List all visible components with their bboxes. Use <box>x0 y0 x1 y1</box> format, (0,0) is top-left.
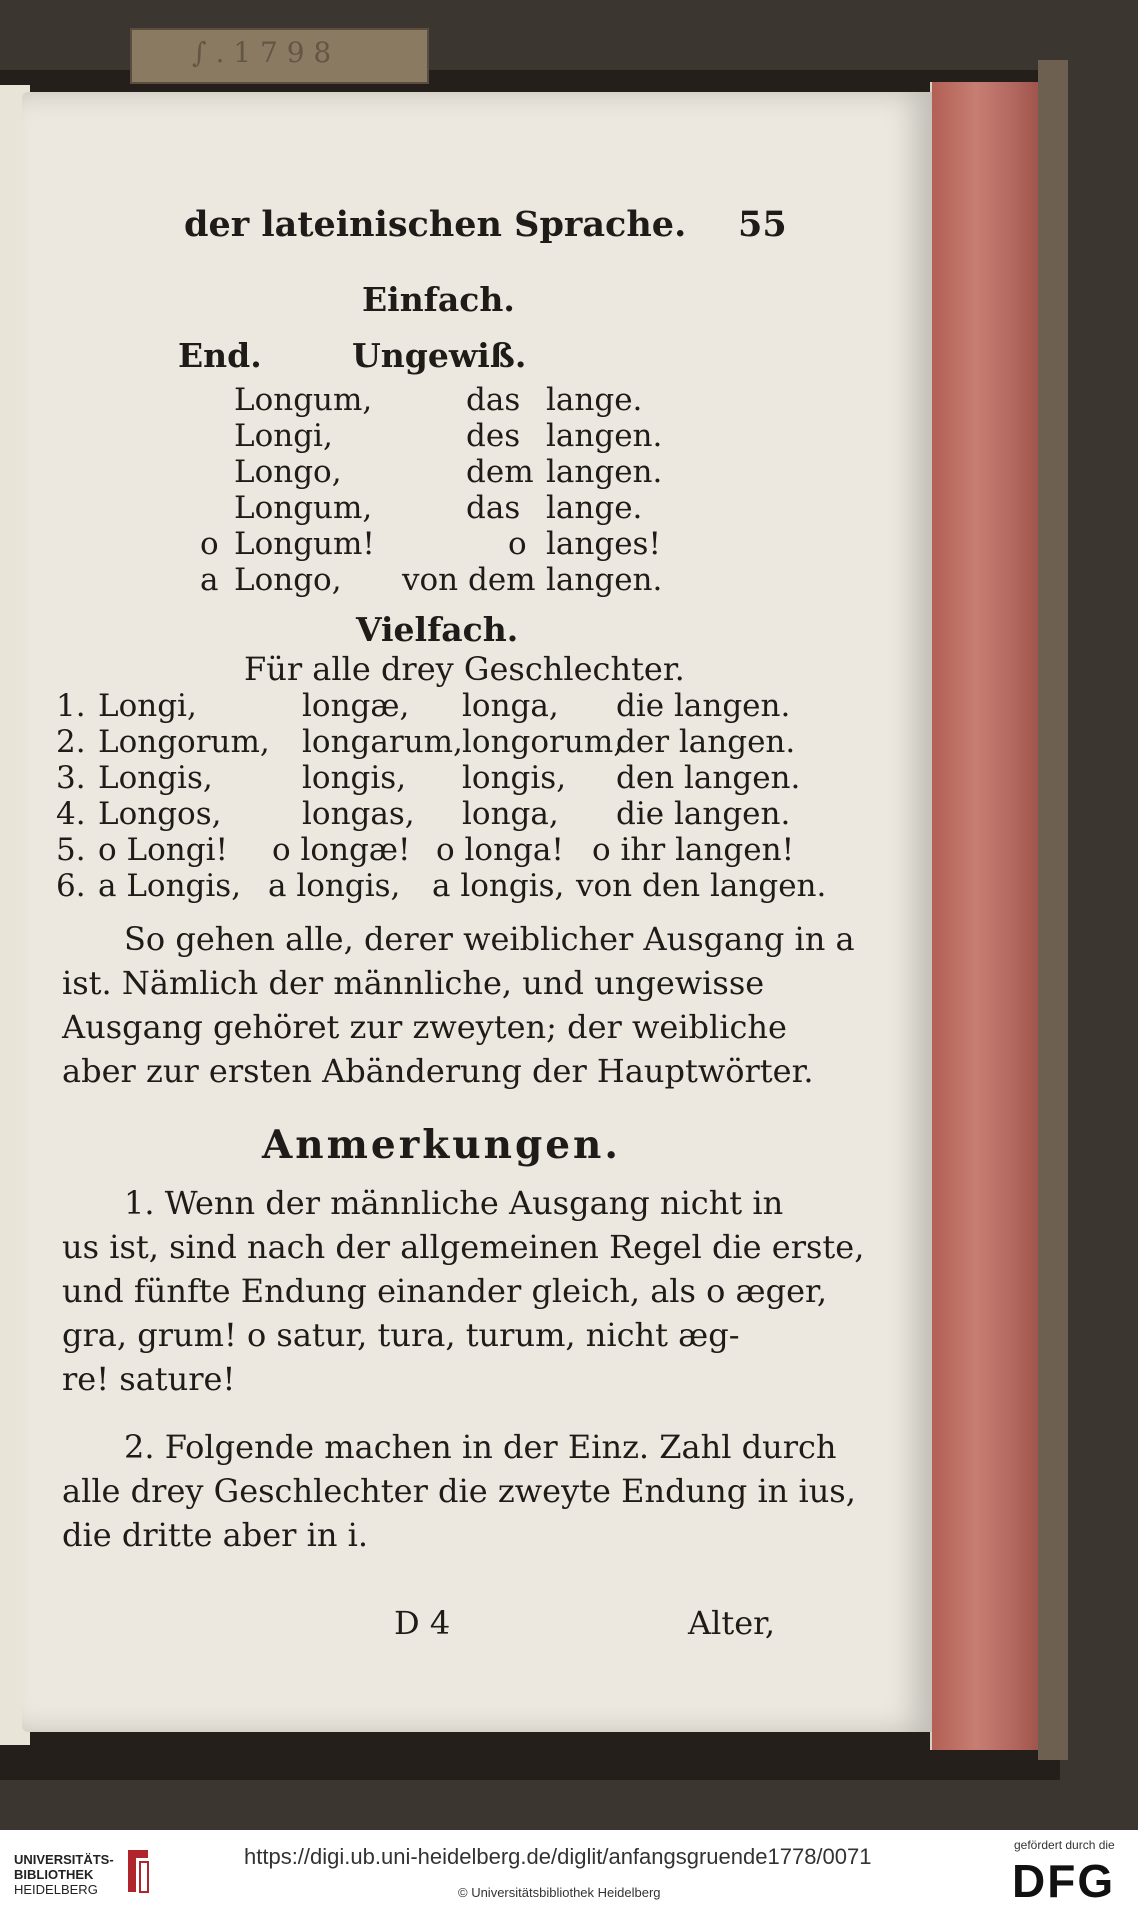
page-edges <box>930 82 1042 1750</box>
catchword: Alter, <box>688 1604 776 1642</box>
funded-by: gefördert durch die <box>1014 1838 1115 1852</box>
col-gender: Ungewiß. <box>352 336 527 375</box>
col-end: End. <box>178 336 262 375</box>
library-logo-icon <box>120 1846 156 1896</box>
plural-subtitle: Für alle drey Geschlechter. <box>244 650 685 688</box>
section-singular: Einfach. <box>362 280 515 319</box>
library-name: UNIVERSITÄTS- BIBLIOTHEK HEIDELBERG <box>14 1852 114 1897</box>
book-page: der lateinischen Sprache. 55 Einfach. End. Ungewiß. Longum, das lange. Longi, des langen. Longo, dem langen. Longum, das lange. o Longum! o langes! a Longo, von dem langen. Vielfach. Für alle drey Geschlechter. 1. Longi, longæ, longa, die langen. 2. Longorum, longarum, longorum, der langen. 3. Longis, longis, longis, den langen. 4. Longos, longas, longa, die langen. 5. o Longi! o longæ! o longa! o ihr langen! 6. a Longis, a longis, a longis, von den langen. So gehen alle, derer weiblicher Ausgang in a ist. Nämlich der männliche, und ungewisse Ausgang gehöret zur zweyten; der weibliche aber zur ersten Abänderung der Hauptwörter. Anmerkungen. 1. Wenn der männliche Ausgang nicht in us ist, sind nach der allgemeinen Regel die erste, und fünfte Endung einander gleich, als o æger, gra, grum! o satur, tura, turum, nicht æg- re! sature! 2. Folgende machen in der Einz. Zahl durch alle drey Geschlechter die zweyte Endung in ius, die dritte aber in i. D 4 Alter, <box>22 92 932 1732</box>
viewer-footer <box>0 1830 1138 1913</box>
book-spine <box>1038 60 1068 1760</box>
page-number: 55 <box>738 204 787 245</box>
permalink-url[interactable]: https://digi.ub.uni-heidelberg.de/diglit/anfangsgruende1778/0071 <box>244 1844 872 1869</box>
notes-heading: Anmerkungen. <box>262 1122 621 1168</box>
copyright: © Universitätsbibliothek Heidelberg <box>458 1885 661 1900</box>
cover-label: ∫ . 1 7 9 8 <box>130 28 429 84</box>
signature-mark: D 4 <box>394 1604 451 1642</box>
section-plural: Vielfach. <box>356 610 519 649</box>
running-title: der lateinischen Sprache. <box>184 204 687 245</box>
dfg-logo: DFG <box>1012 1855 1116 1907</box>
